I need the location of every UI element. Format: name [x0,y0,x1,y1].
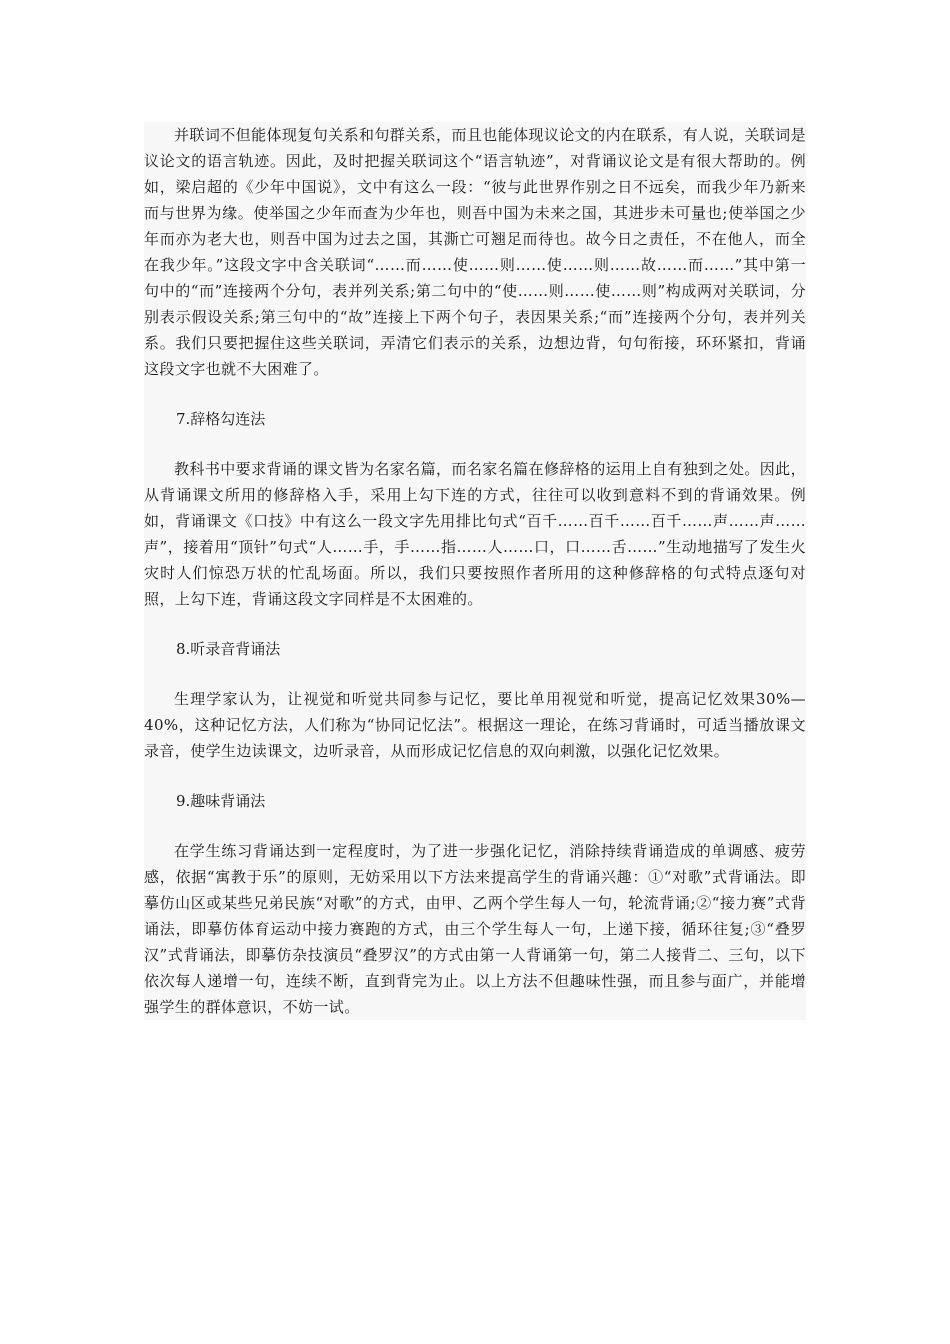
spacer [144,432,806,456]
heading-fun-method: 9.趣味背诵法 [176,792,266,810]
spacer [144,382,806,406]
document-body [144,122,806,1020]
spacer [144,814,806,838]
spacer [144,662,806,686]
heading-rhetoric-method: 7.辞格勾连法 [176,410,266,428]
spacer [144,764,806,788]
paragraph-conjunctions: 并联词不但能体现复句关系和句群关系，而且也能体现议论文的内在联系，有人说，关联词是议论文的语言轨迹。因此，及时把握关联词这个“语言轨迹”，对背诵议论文是有很大帮助的。例如，梁启超的《少年中国说》，文中有这么一段：“彼与此世界作别之日不远矣，而我少年乃新来而与世界为缘。使举国之少年而查为少年也，则吾中国为未来之国，其进步未可量也;使举国之少年而亦为老大也，则吾中国为过去之国，其澌亡可翘足而待也。故今日之责任，不在他人，而全在我少年。”这段文字中含关联词“……而……使……则……使……则……故……而……”其中第一句中的“而”连接两个分句，表并列关系;第二句中的“使……则……使……则”构成两对关联词，分别表示假设关系;第三句中的“故”连接上下两个句子，表因果关系;“而”连接两个分句，表并列关系。我们只要把握住这些关联词，弄清它们表示的关系，边想边背，句句衔接，环环紧扣，背诵这段文字也就不大困难了。 [144,126,806,378]
heading-audio-method: 8.听录音背诵法 [176,640,281,658]
paragraph-fun: 在学生练习背诵达到一定程度时，为了进一步强化记忆，消除持续背诵造成的单调感、疲劳感，依据“寓教于乐”的原则，无妨采用以下方法来提高学生的背诵兴趣：①“对歌”式背诵法。即摹仿山区或某些兄弟民族“对歌”的方式，由甲、乙两个学生每人一句，轮流背诵;②“接力赛”式背诵法，即摹仿体育运动中接力赛跑的方式，由三个学生每人一句，上递下接，循环往复;③“叠罗汉”式背诵法，即摹仿杂技演员“叠罗汉”的方式由第一人背诵第一句，第二人接背二、三句，以下依次每人递增一句，连续不断，直到背完为止。以上方法不但趣味性强，而且参与面广，并能增强学生的群体意识，不妨一试。 [144,842,806,1016]
spacer [144,612,806,636]
paragraph-rhetoric: 教科书中要求背诵的课文皆为名家名篇，而名家名篇在修辞格的运用上自有独到之处。因此，从背诵课文所用的修辞格入手，采用上勾下连的方式，往往可以收到意料不到的背诵效果。例如，背诵课文《口技》中有这么一段文字先用排比句式“百千……百千……百千……声……声……声”，接着用“顶针”句式“人……手，手……指……人……口，口……舌……”生动地描写了发生火灾时人们惊恐万状的忙乱场面。所以，我们只要按照作者所用的这种修辞格的句式特点逐句对照，上勾下连，背诵这段文字同样是不太困难的。 [144,460,806,608]
paragraph-audio: 生理学家认为，让视觉和听觉共同参与记忆，要比单用视觉和听觉，提高记忆效果30%—40%，这种记忆方法，人们称为“协同记忆法”。根据这一理论，在练习背诵时，可适当播放课文录音，使学生边读课文，边听录音，从而形成记忆信息的双向刺激，以强化记忆效果。 [144,690,806,760]
